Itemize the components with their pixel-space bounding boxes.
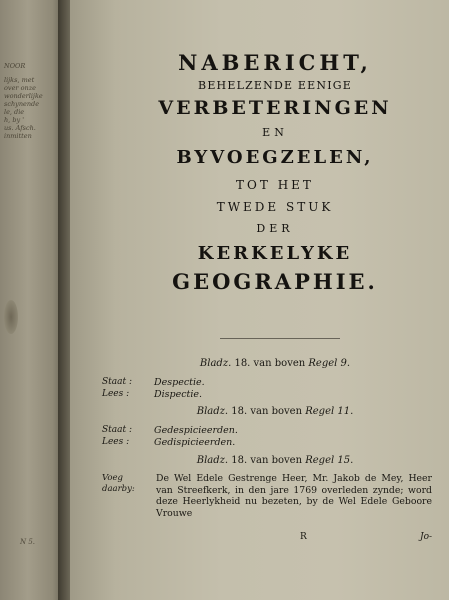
staat-value: Despectie. [154,377,205,388]
staat-value: Gedespicieerden. [154,425,238,436]
title-twede-stuk: TWEDE STUK [216,200,334,214]
title-verbeteringen: VERBETERINGEN [158,97,392,119]
ornament-icon [4,300,18,334]
bladz-label: Bladz. [196,455,229,466]
left-page-signature: N 5. [20,538,36,546]
errata-heading [110,455,440,466]
bladz-label: Bladz. [196,406,229,417]
right-page [70,0,449,600]
page-ref: 18. van boven [231,406,303,417]
title-en: EN [262,126,288,139]
left-page-line: over onze [4,84,36,92]
voeg-label-line: Voeg [102,473,123,483]
lees-label: Lees : [102,437,130,447]
left-page-line: us. Afsch. [4,124,36,132]
left-page-line: inmitten [4,132,32,140]
left-page-line: wonderlijke [4,92,43,100]
errata-list [70,0,449,600]
bladz-label: Bladz. [199,358,232,369]
page-ref: 18. van boven [231,455,303,466]
page-ref: 18. van boven [234,358,306,369]
regel-ref: Regel 15. [305,455,354,466]
left-page-line: h, by ' [4,116,25,124]
voeg-label [102,473,135,495]
signature-mark: R [300,532,307,542]
staat-label: Staat : [102,377,133,387]
title-nabericht: NABERICHT, [178,50,372,75]
lees-label: Lees : [102,389,130,399]
errata-heading [110,358,440,369]
lees-value: Gedispicieerden. [154,437,236,448]
errata-heading [110,406,440,417]
title-tot-het: TOT HET [236,178,314,192]
regel-ref: Regel 11. [305,406,354,417]
catchword: Jo- [420,532,433,542]
title-geographie: GEOGRAPHIE. [172,269,378,294]
left-page [0,0,62,600]
title-subline: BEHELZENDE EENIGE [198,79,352,92]
staat-label: Staat : [102,425,133,435]
left-page-line: le, die [4,108,25,116]
left-page-line: schynende [4,100,40,108]
voeg-label-line: daarby: [102,484,135,494]
title-byvoegzelen: BYVOEGZELEN, [176,147,374,168]
title-kerkelyke: KERKELYKE [197,243,353,264]
left-page-line: lijks, met [4,76,35,84]
addition-text: De Wel Edele Gestrenge Heer, Mr. Jakob de Mey, Heer van Streefkerk, in den jare 1769 overleden zynde; word deze Heerlykheid nu bezeten, by de Wel Edele Geboore Vrouwe [156,473,432,519]
lees-value: Dispectie. [154,389,203,400]
title-der: DER [256,222,294,235]
regel-ref: Regel 9. [308,358,351,369]
left-page-line: NOOR [4,62,26,70]
